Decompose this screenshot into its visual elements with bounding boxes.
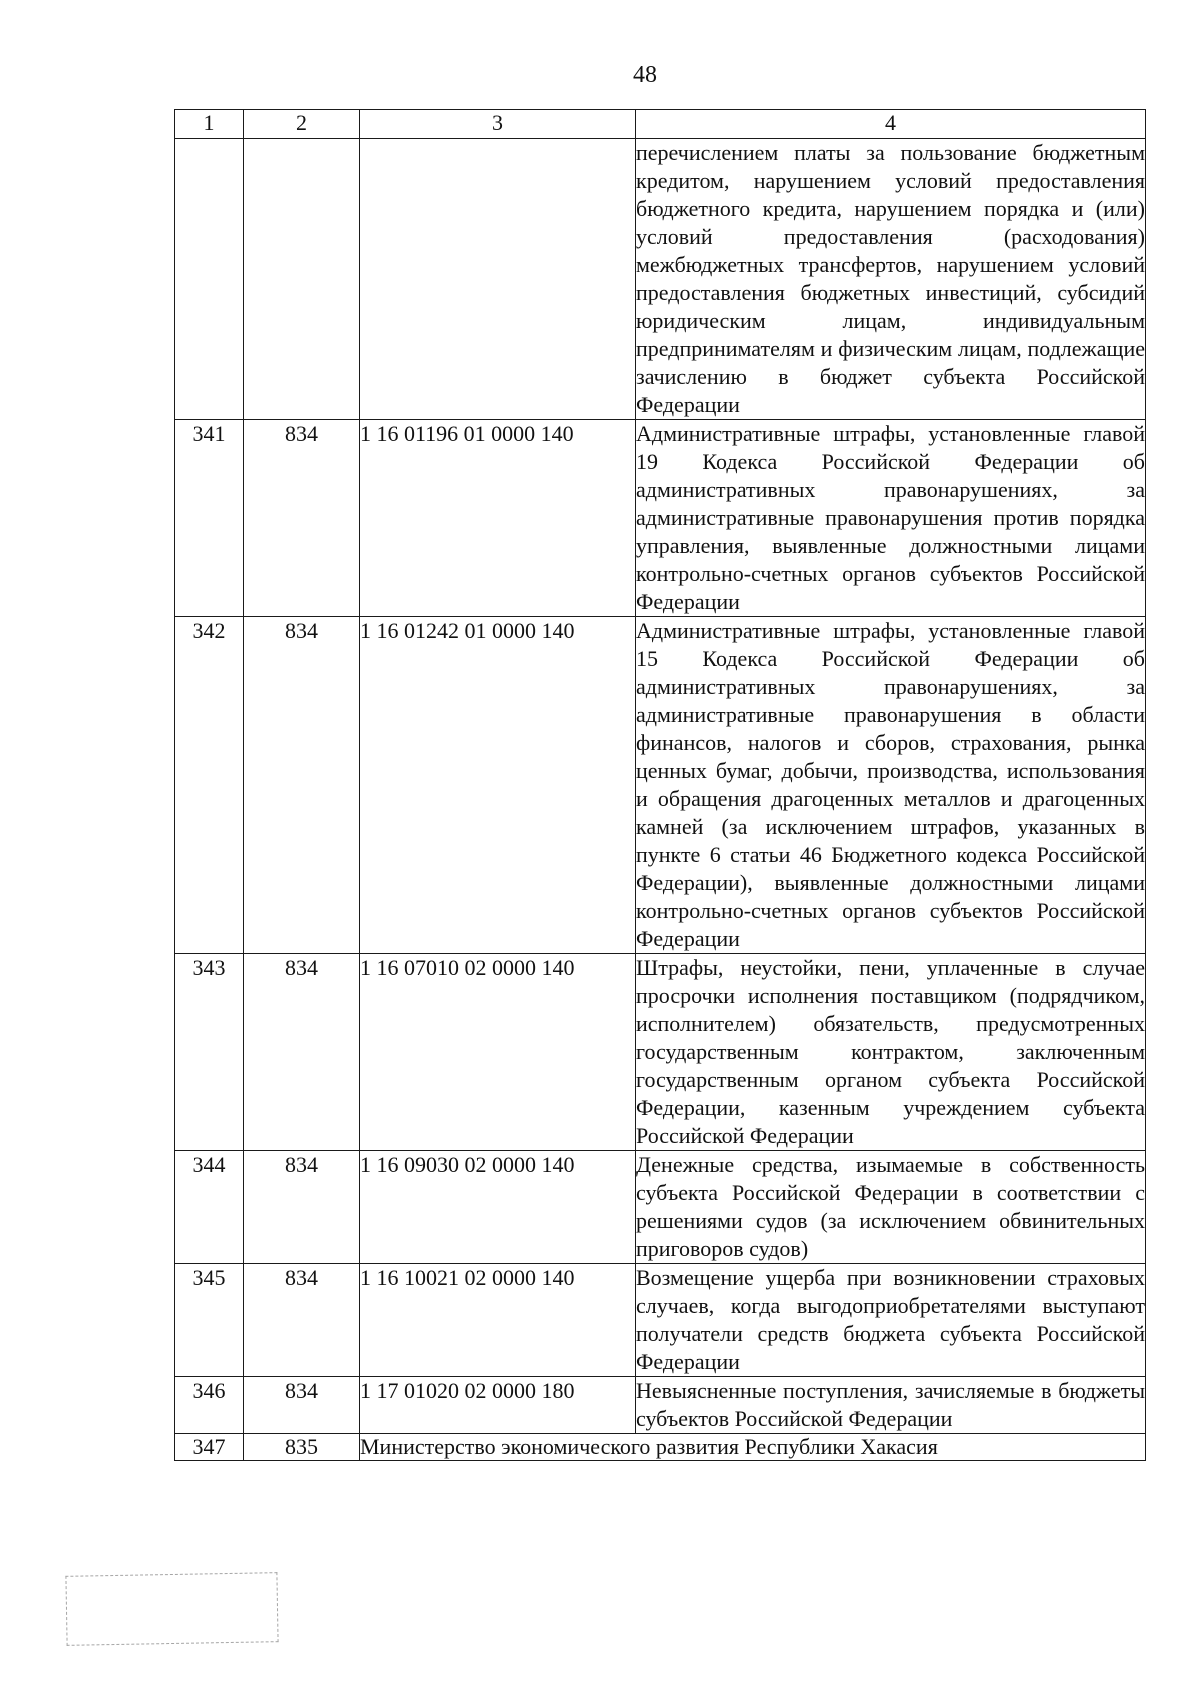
admin-code-cell: 834 (244, 1264, 360, 1377)
row-number-cell: 346 (175, 1377, 244, 1434)
continuation-row (175, 139, 1146, 420)
description-cell: Невыясненные поступления, зачисляемые в бюджеты субъектов Российской Федерации (636, 1377, 1146, 1434)
admin-code-cell: 834 (244, 617, 360, 954)
page-number: 48 (633, 62, 657, 88)
table-row (175, 1151, 1146, 1264)
row-number-cell: 343 (175, 954, 244, 1151)
column-header-2: 2 (244, 110, 360, 139)
row-number-cell: 342 (175, 617, 244, 954)
description-cell: Административные штрафы, установленные главой 19 Кодекса Российской Федерации об административных правонарушениях, за административные правонарушения против порядка управления, выявленные должностными лицами контрольно-счетных органов субъектов Российской Федерации (636, 420, 1146, 617)
description-cell: Административные штрафы, установленные главой 15 Кодекса Российской Федерации об административных правонарушениях, за административные правонарушения в области финансов, налогов и сборов, страхования, рынка ценных бумаг, добычи, производства, использования и обращения драгоценных металлов и драгоценных камней (за исключением штрафов, указанных в пункте 6 статьи 46 Бюджетного кодекса Российской Федерации), выявленные должностными лицами контрольно-счетных органов субъектов Российской Федерации (636, 617, 1146, 954)
column-header-3: 3 (360, 110, 636, 139)
column-header-4: 4 (636, 110, 1146, 139)
ministry-name-cell: Министерство экономического развития Республики Хакасия (360, 1434, 1146, 1461)
description-cell: Возмещение ущерба при возникновении страховых случаев, когда выгодоприобретателями выступают получатели средств бюджета субъекта Российской Федерации (636, 1264, 1146, 1377)
column-header-1: 1 (175, 110, 244, 139)
admin-code-cell (244, 139, 360, 420)
description-cell: Денежные средства, изымаемые в собственность субъекта Российской Федерации в соответствии с решениями судов (за исключением обвинительных приговоров судов) (636, 1151, 1146, 1264)
table-row (175, 954, 1146, 1151)
revenue-code-cell: 1 16 01196 01 0000 140 (360, 420, 636, 617)
table-row (175, 1434, 1146, 1461)
row-number-cell: 347 (175, 1434, 244, 1461)
row-number-cell: 344 (175, 1151, 244, 1264)
admin-code-cell: 834 (244, 1377, 360, 1434)
table-header-row (175, 110, 1146, 139)
revenue-code-cell: 1 16 07010 02 0000 140 (360, 954, 636, 1151)
table-row (175, 617, 1146, 954)
table-row (175, 420, 1146, 617)
revenue-codes-table (174, 109, 1146, 1461)
revenue-code-cell: 1 16 10021 02 0000 140 (360, 1264, 636, 1377)
admin-code-cell: 834 (244, 954, 360, 1151)
admin-code-cell: 835 (244, 1434, 360, 1461)
faded-stamp (65, 1572, 278, 1646)
row-number-cell (175, 139, 244, 420)
admin-code-cell: 834 (244, 1151, 360, 1264)
admin-code-cell: 834 (244, 420, 360, 617)
row-number-cell: 341 (175, 420, 244, 617)
revenue-code-cell (360, 139, 636, 420)
revenue-code-cell: 1 16 01242 01 0000 140 (360, 617, 636, 954)
description-cell: Штрафы, неустойки, пени, уплаченные в случае просрочки исполнения поставщиком (подрядчиком, исполнителем) обязательств, предусмотренных государственным контрактом, заключенным государственным органом субъекта Российской Федерации, казенным учреждением субъекта Российской Федерации (636, 954, 1146, 1151)
table-row (175, 1264, 1146, 1377)
description-cell: перечислением платы за пользование бюджетным кредитом, нарушением условий предоставления бюджетного кредита, нарушением порядка и (или) условий предоставления (расходования) межбюджетных трансфертов, нарушением условий предоставления бюджетных инвестиций, субсидий юридическим лицам, индивидуальным предпринимателям и физическим лицам, подлежащие зачислению в бюджет субъекта Российской Федерации (636, 139, 1146, 420)
row-number-cell: 345 (175, 1264, 244, 1377)
table-row (175, 1377, 1146, 1434)
revenue-code-cell: 1 17 01020 02 0000 180 (360, 1377, 636, 1434)
revenue-code-cell: 1 16 09030 02 0000 140 (360, 1151, 636, 1264)
